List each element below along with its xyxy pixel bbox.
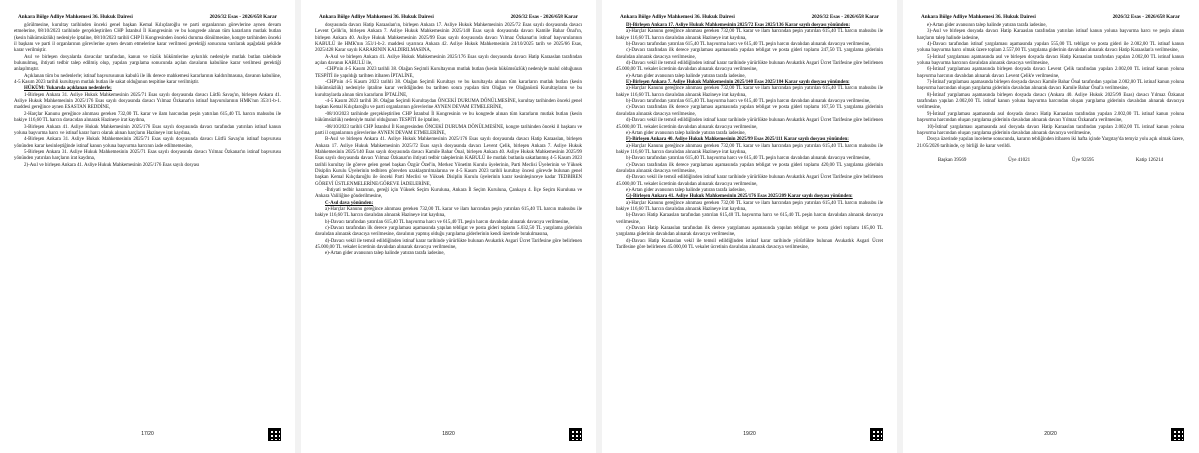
paragraph: Açıklanan tüm bu nedenlerle; istinaf başvurusunun kabulü ile ilk derece mahkemesi kararlarının kaldırılmasına, davanın kabulüne, 4-5 Kasım 2023 tarihli kurultayın mutlak butlan ile sakat olduğunun tespitine karar verilmiştir.: [14, 73, 281, 86]
signature: Başkan 39569: [937, 157, 967, 163]
paragraph: a)-Harçlar Kanunu gereğince alınması gereken 732,00 TL karar ve ilam harcından peşin yatırılan 615,40 TL harcın mahsubu ile bakiye 116,60 TL harcın davalıdan alınarak Hazineye irat kaydına,: [616, 86, 883, 98]
court-name: Ankara Bölge Adliye Mahkemesi 36. Hukuk Dairesi: [620, 14, 735, 20]
page-gap: [897, 0, 903, 453]
page-gap: [295, 0, 301, 453]
court-name: Ankara Bölge Adliye Mahkemesi 36. Hukuk Dairesi: [18, 14, 133, 20]
paragraph: c)-Davacı tarafından ilk derece yargılaması aşamasında yapılan tebligat ve posta gideri toplamı 167,50 TL yargılama giderinin davalıdan alınarak davacıya verilmesine,: [616, 105, 883, 117]
qr-code-icon: [569, 428, 582, 441]
paragraph: -CHP'nin 4-5 Kasım 2023 tarihli 38. Olağan Seçimli Kurultayının mutlak butlan (kesin hükümsüzlük) nedeniyle malul olduğunun TESPİTİ ile yapıldığı tarihten itibaren İPTALİNE,: [315, 67, 582, 79]
paragraph: 2-Harçlar Kanunu gereğince alınması gereken 732,00 TL karar ve ilam harcından peşin yatırılan 615,40 TL harcın mahsubu ile bakiye 116,60 TL harcın davacıdan alınarak Hazineye irat kaydına,: [14, 111, 281, 124]
qr-code-icon: [870, 428, 883, 441]
paragraph: a)-Harçlar Kanunu gereğince alınması gereken 732,00 TL karar ve ilam harcından peşin yatırılan 615,40 TL harcın mahsubu ile bakiye 116,60 TL harcın davalıdan alınarak Hazineye irat kaydına,: [616, 143, 883, 155]
paragraph: Asıl ve birleşen dosyalarda davacılar tarafından, kanun ve tüzük hükümlerine aykırılık nedeniyle mutlak butlan talebinde bulunulmuş, ihtiyati tedbir talep edilmiş olup, yapılan yargılama sonucunda açılan davaların kabulüne karar verilmesi gerektiği anlaşılmıştır.: [14, 54, 281, 73]
paragraph: HÜKÜM: Yukarıda açıklanan nedenlerle;: [24, 86, 112, 92]
court-name: Ankara Bölge Adliye Mahkemesi 36. Hukuk Dairesi: [921, 14, 1036, 20]
paragraph: G)-Birleşen Ankara 41. Asliye Hukuk Mahkemesinin 2025/176 Esas 2025/209 Karar sayılı dosyası yönünden:: [626, 194, 853, 200]
paragraph: c)-Davacı tarafından ilk derece yargılaması aşamasında yapılan tebligat ve posta gideri toplamı 5.032,50 TL yargılama giderinin davalıdan alınarak davacıya verilmesine, davalının yapmış olduğu yargılama giderlerinin kendi üzerinde bırakılmasına,: [315, 226, 582, 238]
qr-code-icon: [268, 428, 281, 441]
paragraph: -08/10/2023 tarihinde gerçekleştirilen CHP İstanbul İl Kongresinin ve bu kongrede alınan tüm kararların mutlak butlan (kesin hükümsüzlük) nedeniyle malul olduğunun TESPİTİ ile iptaline,: [315, 111, 582, 124]
paragraph: c)-Davacı tarafından ilk derece yargılaması aşamasında yapılan tebligat ve posta gideri toplamı 247,50 TL yargılama giderinin davalıdan alınarak davacıya verilmesine,: [616, 48, 883, 60]
page-body: [315, 23, 582, 258]
paragraph: D)-Birleşen Ankara 17. Asliye Hukuk Mahkemesinin 2025/72 Esas 2025/136 Karar sayılı dosyası yönünden:: [626, 23, 850, 28]
paragraph: b)-Davacı tarafından yatırılan 615,40 TL başvurma harcı ve 615,40 TL peşin harcın davalıdan alınarak davacıya verilmesine,: [626, 42, 871, 48]
paragraph: a)-Harçlar Kanunu gereğince alınması gereken 732,00 TL karar ve ilam harcından peşin yatırılan 615,40 TL harcın mahsubu ile bakiye 116,60 TL harcın davalıdan alınarak Hazineye irat kaydına,: [616, 29, 883, 41]
paragraph: -CHP'nin 4-5 Kasım 2023 tarihli 38. Olağan Seçimli Kurultayı ve bu kurultayda alınan tüm kararların mutlak butlan (kesin hükümsüzlük) nedeniyle iptaline karar verildiğinden bu tarihten sonra yapılan tüm Olağan ve Olağanüstü Kurultayların ve bu kurultaylarda alınan tüm kararların İPTALİNE,: [315, 80, 582, 98]
paragraph: c)-Davacı Hatip Karaaslan tarafından ilk derece yargılaması aşamasında yapılan tebligat ve posta gideri toplamı 165,00 TL yargılama giderinin davalıdan alınarak davacıya verilmesine,: [616, 226, 883, 238]
paragraph: d)-Davacı vekil ile temsil edildiğinden istinaf karar tarihinde yürürlükte bulunan Avukatlık Asgari Ücret Tarifesine göre belirlenen 45.000,00 TL vekalet ücretinin davalıdan alınarak davacıya verilmesine,: [616, 118, 883, 130]
page-gap: [596, 0, 602, 453]
paragraph: b)-Davacı tarafından yatırılan 615,40 TL başvurma harcı ve 615,40 TL peşin harcın davalıdan alınarak davacıya verilmesine,: [626, 99, 871, 105]
page-number: 20/20: [1044, 431, 1057, 437]
court-name: Ankara Bölge Adliye Mahkemesi 36. Hukuk Dairesi: [319, 14, 434, 20]
paragraph: b)-Davacı tarafından yatırılan 615,40 TL başvurma harcı ve 615,40 TL peşin harcın davalıdan alınarak davacıya verilmesine,: [626, 156, 871, 162]
page-number: 19/20: [743, 431, 756, 437]
paragraph: 9)-İstinaf yargılaması aşamasında asıl dosyada davacı Hatip Karaaslan tarafından yapılan 2.002,00 TL istinaf kanun yoluna başvurma harcından oluşan yargılama giderinin davalıdan alınarak davacı Yılmaz Özkanat'a verilmesine,: [917, 111, 1184, 124]
paragraph: b)-Davacı tarafından yatırılan 615,40 TL başvurma harcı ve 615,40 TL peşin harcın davalıdan alınarak davacıya verilmesine,: [325, 219, 570, 225]
signature: Üye 41021: [1008, 157, 1031, 163]
paragraph: d)-Davacı Hatip Karaaslan vekil ile temsil edildiğinden istinaf karar tarihinde yürürlükte bulunan Avukatlık Asgari Ücret Tarifesine göre belirlenen 45.000,00 TL vekalet ücretinin davalıdan alınarak davacıya verilmesine,: [616, 238, 883, 251]
paragraph: 6)-İstinaf yargılaması aşamasında birleşen dosyada davacı Levent Çelik tarafından yapılan 2.002,00 TL istinaf kanun yoluna başvurma harcının davalıdan alınarak davacı Levent Çelik'e verilmesine,: [917, 67, 1184, 79]
paragraph: 3)-Asıl ve birleşen dosyada davacı Hatip Karaaslan tarafından yatırılan istinaf kanun yoluna başvurma harcı ve peşin alınan harçların talep halinde iadesine,: [917, 29, 1184, 41]
signature: Katip 126214: [1135, 157, 1164, 163]
paragraph: B-Asıl ve birleşen Ankara 41. Asliye Hukuk Mahkemesinin 2025/176 Esas sayılı dosyasında davacı Hatip Karaaslan, birleşen Ankara 17. Asliye Hukuk Mahkemesinin 2025/72 Esas sayılı dosyasında davacı Levent Çelik, birleşen Ankara 7. Asliye Hukuk Mahkemesinin 2025/140 Esas sayılı dosyasında davacı Kamile Bahar Önal, birleşen Ankara 40. Asliye Hukuk Mahkemesinin 2025/99 Esas sayılı dosyasında davacı Yılmaz Özkanat'ın ihtiyati tedbir taleplerinin KABULÜ ile mutlak butlanla sakatlanmış 4-5 Kasım 2023 tarihli kurultay ile göreve gelen genel başkan Özgür Özel'in, Merkez Yönetim Kurulu üyelerinin, Parti Meclisi Üyelerinin ve Yüksek Disiplin Kurulu Üyelerinin tedbiren görevden uzaklaştırılmalarına ve 4-5 Kasım 2023 tarihli kurultay öncesi görevde bulunan genel başkan Kemal Kılıçdaroğlu ile önceki Parti Meclisi ve Yüksek Disiplin Kurulu üyelerinin karar kesinleşinceye kadar TEDBİREN GÖREVİ ÜSTLENMELERİNE/GÖREVE İADELERİNE,: [315, 137, 582, 187]
signature: Üye 92595: [1071, 157, 1094, 163]
paragraph: dosyasında davacı Hatip Karaaslan'ın, birleşen Ankara 17. Asliye Hukuk Mahkemesinin 2025/72 Esas sayılı dosyasında davacı Levent Çelik'in, birleşen Ankara 7. Asliye Hukuk Mahkemesinin 2025/140 Esas sayılı dosyasında davacı Kamile Bahar Önal'ın, birleşen Ankara 40. Asliye Hukuk Mahkemesinin 2025/99 Esas sayılı dosyasında davacı Yılmaz Özkanat'ın istinaf başvurularının KABULÜ ile HMK'nın 353/1-b-2. maddesi uyarınca Ankara 42. Asliye Hukuk Mahkemesinin 24/10/2025 tarih ve 2025/66 Esas, 2025/428 Karar sayılı KARARININ KALDIRILMASINA,: [315, 23, 582, 54]
paragraph: -4-5 Kasım 2023 tarihli 38. Olağan Seçimli Kurultaydan ÖNCEKİ DURUMA DÖNÜLMESİNE, kurultay tarihinden önceki genel başkan Kemal Kılıçdaroğlu ve parti organlarının görevlerine AYNEN DEVAM ETMELERİNE,: [315, 99, 582, 111]
page-body: [616, 23, 883, 251]
page-header: [319, 14, 578, 20]
file-number: 2026/32 Esas - 2026/658 Karar: [1112, 14, 1180, 20]
paragraph: Dosya üzerinde yapılan inceleme sonucunda, kararın tebliğinden itibaren iki hafta içinde Yargıtay'da temyiz yolu açık olmak üzere, 21/05/2026 tarihinde, oy birliği ile karar verildi.: [917, 137, 1184, 149]
page-body: [14, 23, 281, 169]
paragraph: b)-Davacı Hatip Karaaslan tarafından yatırılan 615,40 TL başvurma harcı ve 615,40 TL peşin harcın davalıdan alınarak davacıya verilmesine,: [616, 213, 883, 225]
paragraph: -08/10/2023 tarihli CHP İstanbul İl Kongresinden ÖNCEKİ DURUMA DÖNÜLMESİNE, kongre tarihinden önceki il başkanı ve parti il organlarının görevlerine AYNEN DEVAM ETMELERİNE,: [315, 124, 582, 136]
paragraph: e)-Artan gider avansının talep halinde yatıran tarafa iadesine,: [927, 23, 1047, 28]
paragraph: e)-Artan gider avansının talep halinde yatıran tarafa iadesine,: [626, 73, 746, 79]
paragraph: 3-Birleşen Ankara 41. Asliye Hukuk Mahkemesinin 2025/176 Esas sayılı dosyasında davacı tarafından yatırılan istinaf kanun yoluna başvurma harcı ve istinaf karar harcı olarak alınan harçların Hazineye irat kaydına,: [14, 124, 281, 136]
page-header: [18, 14, 277, 20]
file-number: 2026/32 Esas - 2026/658 Karar: [209, 14, 277, 20]
paragraph: a)-Harçlar Kanunu gereğince alınması gereken 732,00 TL karar ve ilam harcından peşin yatırılan 615,40 TL harcın mahsubu ile bakiye 116,60 TL harcın davalıdan alınarak Hazineye irat kaydına,: [315, 206, 582, 219]
paragraph: 5)-İstinaf yargılaması aşamasında asıl ve birleşen dosyada davacı Hatip Karaaslan tarafından yapılan 2.002,00 TL istinaf kanun yoluna başvurma harcının davalıdan alınarak davacıya verilmesine,: [917, 54, 1184, 67]
signature-block: [917, 158, 1184, 163]
page-20: [903, 0, 1198, 453]
paragraph: 10)-İstinaf yargılaması aşamasında asıl dosyada davacı Hatip Karaaslan tarafından yapılan 2.002,00 TL istinaf kanun yoluna başvurma harcından oluşan yargılama giderinin davalıdan alınarak davacıya verilmesine,: [917, 124, 1184, 136]
paragraph: d)-Davacı vekil ile temsil edildiğinden istinaf karar tarihinde yürürlükte bulunan Avukatlık Asgari Ücret Tarifesine göre belirlenen 45.000,00 TL vekalet ücretinin davalıdan alınarak davacıya verilmesine,: [315, 238, 582, 251]
paragraph: d)-Davacı vekil ile temsil edildiğinden istinaf karar tarihinde yürürlükte bulunan Avukatlık Asgari Ücret Tarifesine göre belirlenen 45.000,00 TL vekalet ücretinin davalıdan alınarak davacıya verilmesine,: [616, 175, 883, 187]
qr-code-icon: [1171, 428, 1184, 441]
paragraph: e)-Artan gider avansının talep halinde yatıran tarafa iadesine,: [626, 130, 746, 136]
paragraph: görülmesine, kurultay tarihinden önceki genel başkan Kemal Kılıçdaroğlu ve parti organlarının görevlerine aynen devam etmelerine, 08/10/2023 tarihinde gerçekleştirilen CHP İstanbul İl Kongresinin ve bu kongrede alınan tüm kararların mutlak butlan (kesin hükümsüzlük) nedeniyle iptaline, 08/10/2023 tarihli CHP İl Kongresinden önceki duruma dönülmesine, kongre tarihinden önceki il başkanı ve parti il organlarının görevlerine aynen devam etmelerine karar verilmesi gerektiği sonucuna varılarak aşağıdaki şekilde karar verilmiştir.: [14, 23, 281, 54]
paragraph: c)-Davacı tarafından ilk derece yargılaması aşamasında yapılan tebligat ve posta gideri toplamı 420,00 TL yargılama giderinin davalıdan alınarak davacıya verilmesine,: [616, 162, 883, 174]
paragraph: e)-Artan gider avansının talep halinde yatıran tarafa iadesine,: [626, 187, 746, 193]
page-18: [301, 0, 596, 453]
page-17: [0, 0, 295, 453]
paragraph: -İhtiyati tedbir kararının, gereği için Yüksek Seçim Kuruluna, Ankara İl Seçim Kuruluna, Çankaya 4. İlçe Seçim Kuruluna ve Ankara Valiliğine gönderilmesine,: [315, 187, 582, 200]
paragraph: a)-Harçlar Kanunu gereğince alınması gereken 732,00 TL karar ve ilam harcından peşin yatırılan 615,40 TL harcın mahsubu ile bakiye 116,60 TL harcın davalıdan alınarak Hazineye irat kaydına,: [616, 200, 883, 212]
paragraph: 5-Birleşen Ankara 31. Asliye Hukuk Mahkemesinin 2025/71 Esas sayılı dosyasında davacı Yılmaz Özkanat'ın istinaf başvurusu yönünden yatırılan harçların irat kaydına,: [14, 149, 281, 162]
page-body: [917, 23, 1184, 150]
page-header: [921, 14, 1180, 20]
paragraph: F)-Birleşen Ankara 40. Asliye Hukuk Mahkemesinin 2025/99 Esas 2025/111 Karar sayılı dosyası yönünden:: [626, 137, 849, 143]
paragraph: d)-Davacı vekil ile temsil edildiğinden istinaf karar tarihinde yürürlükte bulunan Avukatlık Asgari Ücret Tarifesine göre belirlenen 45.000,00 TL vekalet ücretinin davalıdan alınarak davacıya verilmesine,: [616, 61, 883, 73]
paragraph: 8)-İstinaf yargılaması aşamasında birleşen dosyada davacı (Ankara 40. Asliye Hukuk 2025/99 Esas) davacı Yılmaz Özkanat tarafından yapılan 2.002,00 TL istinaf kanun yoluna başvurma harcından oluşan yargılama giderinin davalıdan alınarak davacıya verilmesine,: [917, 92, 1184, 111]
paragraph: 2)-Asıl ve birleşen Ankara 41. Asliye Hukuk Mahkemesinin 2025/176 Esas sayılı dosyası: [24, 162, 200, 168]
file-number: 2026/32 Esas - 2026/658 Karar: [811, 14, 879, 20]
page-19: [602, 0, 897, 453]
paragraph: 4-Birleşen Ankara 31. Asliye Hukuk Mahkemesinin 2025/71 Esas sayılı dosyasında davacı Lütfü Savaş'ın istinaf başvurusu yönünden karar kesinleştiğinde istinaf kanun yoluna başvurma harcının iade edilmemesine,: [14, 137, 281, 149]
paragraph: e)-Artan gider avansının talep halinde yatıran tarafa iadesine,: [325, 251, 445, 257]
paragraph: A-Asıl ve birleşen Ankara 41. Asliye Hukuk Mahkemesinin 2025/176 Esas sayılı dosyasında davacı Hatip Karaaslan tarafından açılan davanın KABULÜ ile,: [315, 54, 582, 67]
page-number: 18/20: [442, 431, 455, 437]
paragraph: C-Asıl dava yönünden:: [325, 200, 374, 206]
paragraph: 4)-Davacı tarafından istinaf yargılaması aşamasında yapılan 555,00 TL tebligat ve posta gideri ile 2.002,00 TL istinaf kanun yoluna başvurma harcı olmak üzere toplam 2.557,00 TL yargılama giderinin davalıdan alınarak davacı Hatip Karaaslan'a verilmesine,: [917, 42, 1184, 54]
paragraph: 7)-İstinaf yargılaması aşamasında birleşen dosyada davacı Kamile Bahar Önal tarafından yapılan 2.002,00 TL istinaf kanun yoluna başvurma harcından oluşan yargılama giderinin davalıdan alınarak davacı Kamile Bahar Önal'a verilmesine,: [917, 80, 1184, 92]
paragraph: E)-Birleşen Ankara 7. Asliye Hukuk Mahkemesinin 2025/140 Esas 2025/184 Karar sayılı dosyası yönünden:: [626, 80, 850, 86]
paragraph: 1-Birleşen Ankara 31. Asliye Hukuk Mahkemesinin 2025/71 Esas sayılı dosyasında davacı Lütfü Savaş'ın, birleşen Ankara 41. Asliye Hukuk Mahkemesinin 2025/176 Esas sayılı dosyasında davacı Yılmaz Özkanat'ın istinaf başvurularının HMK'nın 353/1-b-1. maddesi gereğince aynen ESASTAN REDDİNE,: [14, 92, 281, 111]
page-header: [620, 14, 879, 20]
file-number: 2026/32 Esas - 2026/658 Karar: [510, 14, 578, 20]
page-number: 17/20: [141, 431, 154, 437]
